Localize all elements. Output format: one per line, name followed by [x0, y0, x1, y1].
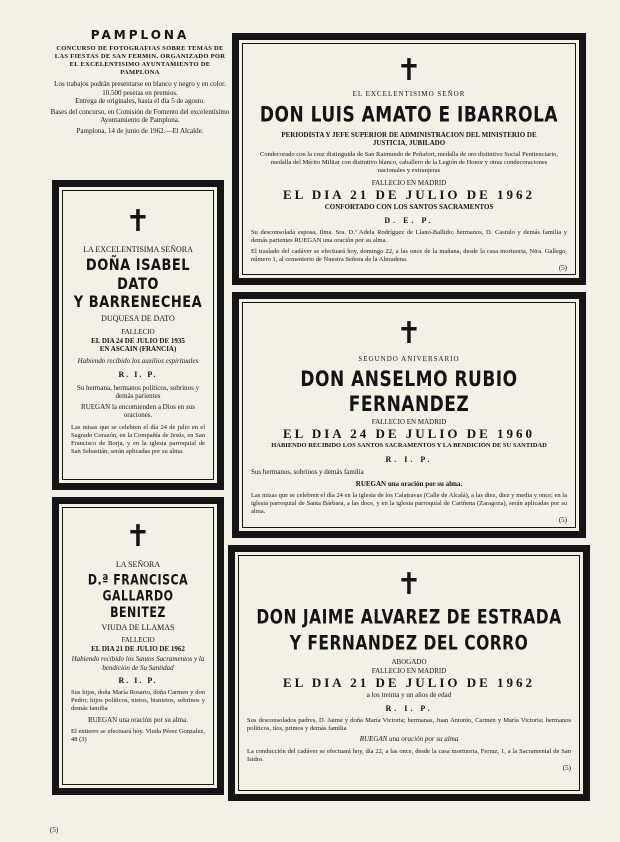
gallardo-intro: LA SEÑORA — [115, 560, 161, 569]
obituary-amato — [232, 33, 586, 285]
gallardo-burial: El entierro se efectuará hoy. Viuda Pérez Gonzalez, 48 (3) — [71, 728, 205, 743]
amato-title: PERIODISTA Y JEFE SUPERIOR DE ADMINISTRACION DEL MINISTERIO DE JUSTICIA, JUBILADO — [281, 130, 537, 147]
rubio-ref: (5) — [558, 516, 567, 524]
rubio-intro: SEGUNDO ANIVERSARIO — [358, 355, 460, 363]
contest-body-1: Los trabajos podrán presentarse en blanco y negro y en color. — [54, 80, 226, 88]
amato-name: DON LUIS AMATO E IBARROLA — [259, 102, 559, 127]
rubio-sacraments: HABIENDO RECIBIDO LOS SANTOS SACRAMENTOS Y LA BENDICION DE SU SANTIDAD — [271, 442, 547, 449]
alvarez-ref: (5) — [562, 763, 571, 772]
obituary-rubio — [232, 292, 586, 538]
cross-icon: ✝ — [396, 567, 422, 602]
cross-icon: ✝ — [396, 316, 422, 351]
pamplona-notice — [50, 28, 230, 168]
dato-died: FALLECIO — [121, 328, 155, 336]
amato-honors: Condecorado con la cruz distinguida de San Raimundo de Peñafort, medalla de oro distintivo Social Penitenciario, medalla del Mérito Militar con distintivo blanco, caballero de la Legión de Honor y otras condecoraciones nacionales y extranjeras — [259, 150, 559, 174]
dato-title: DUQUESA DE DATO — [101, 313, 175, 323]
contest-body-4: Bases del concurso, en Comisión de Fomento del excelentísimo Ayuntamiento de Pamplona. — [50, 107, 230, 124]
gallardo-rip: R. I. P. — [118, 676, 158, 685]
alvarez-age: a los treinta y un años de edad — [366, 691, 452, 699]
rubio-date: EL DIA 24 DE JULIO DE 1960 — [282, 426, 536, 441]
dato-name-1: DOÑA ISABEL DATO — [85, 255, 191, 294]
alvarez-ruegan: RUEGAN una oración por su alma — [359, 735, 459, 743]
rubio-died: FALLECIO EN MADRID — [371, 417, 447, 426]
dato-ruegan: RUEGAN la encomienden a Dios en sus oraciones. — [81, 402, 195, 419]
obituary-gallardo — [52, 497, 224, 795]
gallardo-date: EL DIA 21 DE JULIO DE 1962 — [91, 644, 185, 653]
obituary-dato — [52, 180, 224, 490]
amato-date: EL DIA 21 DE JULIO DE 1962 — [282, 187, 536, 202]
amato-dep: D. E. P. — [384, 215, 434, 225]
rubio-name: DON ANSELMO RUBIO FERNANDEZ — [300, 366, 518, 417]
gallardo-title: VIUDA DE LLAMAS — [101, 622, 175, 632]
dato-sacraments: Habiendo recibido los auxilios espirituales — [77, 356, 199, 365]
alvarez-name-2: Y FERNANDEZ DEL CORRO — [289, 631, 529, 655]
dato-rip: R. I. P. — [118, 370, 158, 379]
cross-icon: ✝ — [396, 53, 422, 88]
amato-ref: (5) — [558, 264, 567, 272]
dato-intro: LA EXCELENTISIMA SEÑORA — [83, 245, 193, 254]
dato-family: Su hermana, hermanos políticos, sobrinos y demás parientes — [76, 383, 200, 400]
rubio-rip: R. I. P. — [385, 454, 433, 464]
cross-icon: ✝ — [125, 519, 151, 554]
amato-died: FALLECIO EN MADRID — [371, 178, 447, 187]
gallardo-died: FALLECIO — [121, 636, 155, 644]
cross-icon: ✝ — [125, 204, 151, 239]
amato-family: Su desconsolada esposa, Ilma. Sra. D.ª Adela Rodríguez de Llano-Ballido; hermanos, D. Castulo y demás familia y demás parientes RUEGAN una oración por su alma. — [251, 229, 567, 244]
contest-title: CONCURSO DE FOTOGRAFIAS SOBRE TEMAS DE LAS FIESTAS DE SAN FERMIN, ORGANIZADO POR EL EXCELENTISIMO AYUNTAMIENTO DE PAMPLONA — [54, 45, 226, 76]
contest-body-3: Entrega de originales, hasta el día 5 de agosto. — [75, 97, 205, 105]
dato-date: EL DIA 24 DE JULIO DE 1935 — [91, 336, 185, 345]
contest-signoff: Pamplona, 14 de junio de 1962.—El Alcalde. — [76, 126, 204, 135]
dato-masses: Las misas que se celebren el día 24 de julio en el Sagrado Corazón, en la Compañía de Jesús, en San Francisco de Borja, y en la iglesia parroquial de San Sebastián, serán aplicadas por su alma. — [71, 423, 205, 455]
dato-place: EN ASCAIN (FRANCIA) — [99, 345, 177, 353]
alvarez-rip: R. I. P. — [385, 703, 433, 713]
alvarez-date: EL DIA 21 DE JULIO DE 1962 — [282, 675, 536, 690]
rubio-family: Sus hermanos, sobrinos y demás familia — [251, 468, 364, 476]
dato-name-2: Y BARRENECHEA — [73, 292, 203, 312]
rubio-ruegan: RUEGAN una oración por su alma. — [355, 479, 463, 488]
alvarez-family: Sus desconsolados padres, D. Jaime y doña María Victoria; hermanas, Juan Antonio, Carmen y María Victoria; hermanos políticos, tíos, primos y demás familia — [247, 717, 571, 732]
gallardo-name-1: D.ª FRANCISCA GALLARDO — [87, 571, 189, 604]
gallardo-family: Sus hijas, doña María Rosario, doña Carmen y don Pedro; hijos políticos, nietos, bisnietos, sobrinos y demás familia — [71, 688, 205, 712]
obituary-alvarez — [228, 545, 590, 801]
gallardo-ruegan: RUEGAN una oración por su alma. — [88, 715, 188, 724]
alvarez-name-1: DON JAIME ALVAREZ DE ESTRADA — [256, 605, 562, 629]
amato-intro: EL EXCELENTISIMO SEÑOR — [352, 90, 466, 98]
amato-burial: El traslado del cadáver se efectuará hoy, domingo 22, a las once de la mañana, desde la casa mortuoria, Ntra. Gallego, número 1, al cementerio de Nuestra Señora de la Almudena. — [251, 248, 567, 263]
gallardo-name-2: BENITEZ — [110, 603, 166, 621]
alvarez-died: FALLECIO EN MADRID — [371, 666, 447, 675]
amato-sacraments: CONFORTADO CON LOS SANTOS SACRAMENTOS — [324, 203, 494, 211]
alvarez-burial: La conducción del cadáver se efectuará hoy, día 22, a las once, desde la casa mortuoria, Ferraz, 1, a la Sacramental de San Isidro. — [247, 747, 571, 763]
footer-ref: (5) — [50, 826, 59, 834]
rubio-masses: Las misas que se celebren el día 24 en la iglesia de los Calatravas (Calle de Alcalá), a las diez, diez y media y once; en la iglesia parroquial de Santa Bárbara, a las doce, y en la iglesia parroquial de Cariñena (Zaragoza), serán aplicadas por su alma. — [251, 492, 567, 515]
gallardo-sacraments: Habiendo recibido los Santos Sacramentos y la bendición de Su Santidad — [71, 655, 205, 672]
pamplona-heading: PAMPLONA — [90, 28, 190, 42]
alvarez-title: ABOGADO — [391, 658, 427, 666]
contest-body-2: 10.500 pesetas en premios. — [102, 88, 178, 97]
